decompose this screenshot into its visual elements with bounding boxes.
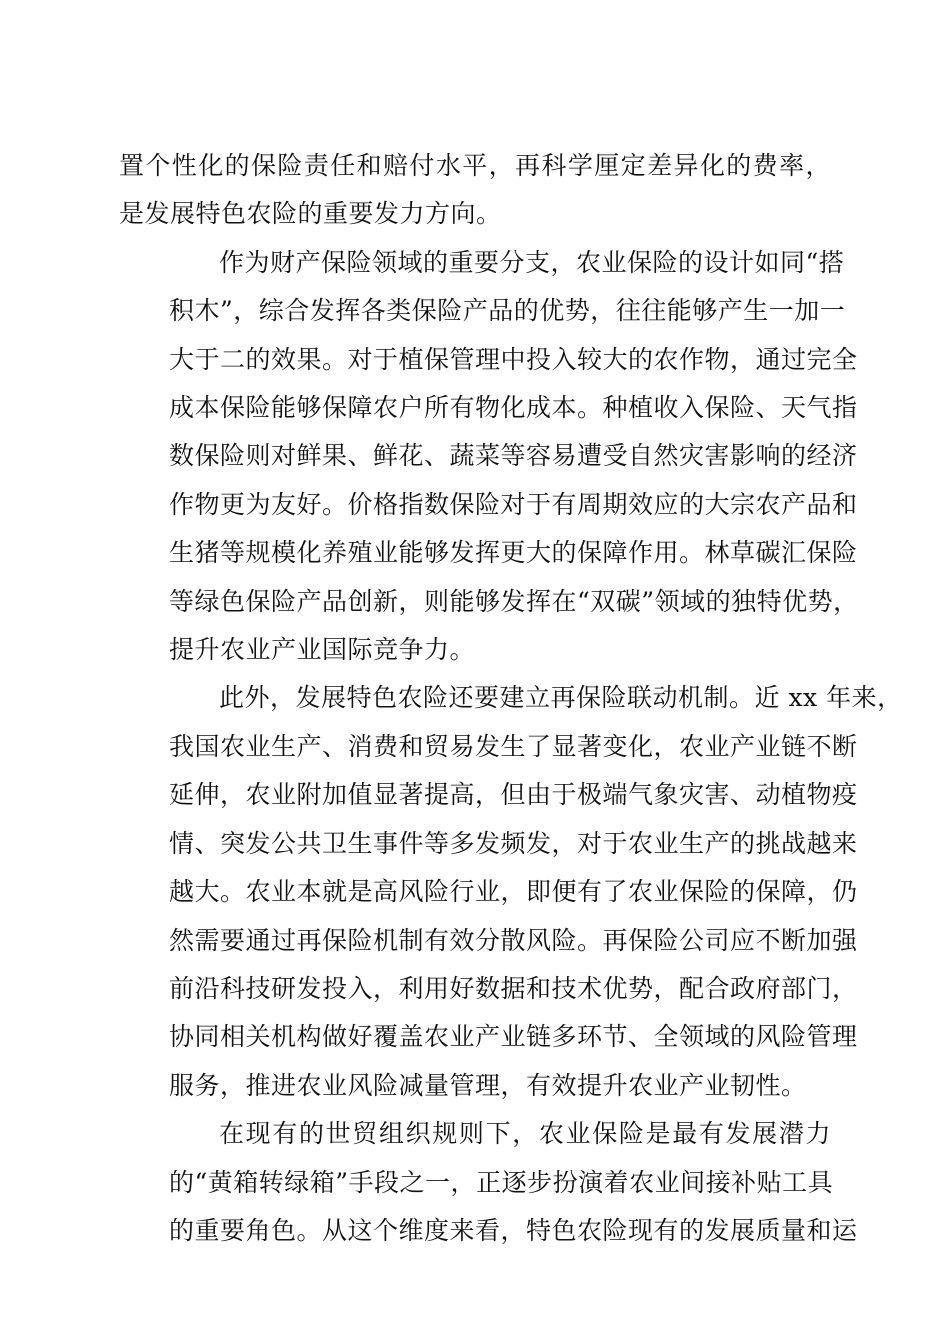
text-line: 置个性化的保险责任和赔付水平，再科学厘定差异化的费率，: [119, 151, 831, 180]
text-line: 大于二的效果。对于植保管理中投入较大的农作物，通过完全: [169, 344, 858, 374]
text-line: 的“黄箱转绿箱”手段之一，正逐步扮演着农业间接补贴工具: [169, 1167, 834, 1197]
text-line: 提升农业产业国际竞争力。: [169, 635, 476, 665]
text-line: 成本保险能够保障农户所有物化成本。种植收入保险、天气指: [169, 393, 858, 423]
text-line: 作物更为友好。价格指数保险对于有周期效应的大宗农产品和: [169, 489, 858, 519]
text-line: 在现有的世贸组织规则下，农业保险是最有发展潜力: [219, 1119, 831, 1149]
text-line: 越大。农业本就是高风险行业，即便有了农业保险的保障，仍: [169, 877, 858, 907]
text-line: 我国农业生产、消费和贸易发生了显著变化，农业产业链不断: [169, 731, 858, 761]
text-line: 情、突发公共卫生事件等多发频发，对于农业生产的挑战越来: [169, 828, 858, 858]
text-line: 是发展特色农险的重要发力方向。: [119, 199, 502, 229]
paragraph-2: [119, 239, 859, 675]
text-line: 延伸，农业附加值显著提高，但由于极端气象灾害、动植物疫: [169, 780, 858, 810]
paragraph-3: [119, 674, 903, 1110]
text-line: 协同相关机构做好覆盖农业产业链多环节、全领域的风险管理: [169, 1022, 858, 1052]
text-line: 前沿科技研发投入，利用好数据和技术优势，配合政府部门，: [169, 973, 858, 1003]
text-line: 等绿色保险产品创新，则能够发挥在“双碳”领域的独特优势，: [169, 586, 859, 616]
body-text: [119, 142, 903, 1255]
paragraph-1: [119, 142, 831, 239]
text-line: 此外，发展特色农险还要建立再保险联动机制。近 xx 年来，: [219, 683, 903, 713]
text-line: 然需要通过再保险机制有效分散风险。再保险公司应不断加强: [169, 925, 858, 955]
text-line: 数保险则对鲜果、鲜花、蔬菜等容易遭受自然灾害影响的经济: [169, 441, 858, 471]
paragraph-4: [119, 1110, 858, 1255]
text-line: 积木”，综合发挥各类保险产品的优势，往往能够产生一加一: [169, 296, 846, 326]
text-line: 作为财产保险领域的重要分支，农业保险的设计如同“搭: [219, 247, 845, 277]
text-line: 的重要角色。从这个维度来看，特色农险现有的发展质量和运: [169, 1215, 858, 1245]
text-line: 生猪等规模化养殖业能够发挥更大的保障作用。林草碳汇保险: [169, 538, 858, 568]
text-line: 服务，推进农业风险减量管理，有效提升农业产业韧性。: [169, 1070, 807, 1100]
